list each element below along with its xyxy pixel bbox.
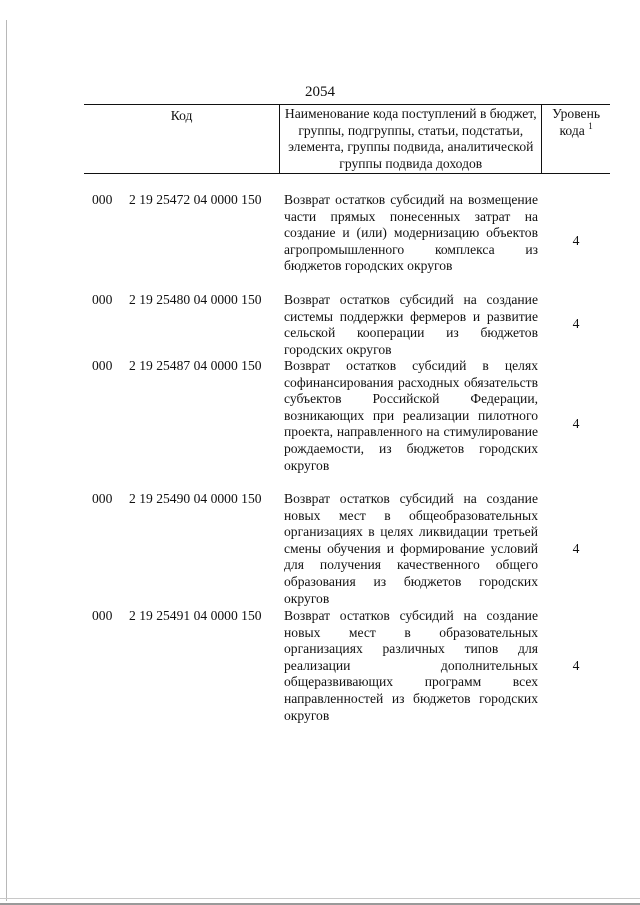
header-level — [542, 105, 610, 173]
header-level-text: Уровень кода — [552, 106, 601, 138]
row-code: 2 19 25491 04 0000 150 — [129, 608, 262, 623]
header-level-footnote: 1 — [588, 120, 593, 131]
row-admin-code: 000 — [92, 192, 113, 207]
row-name: Возврат остатков субсидий на создание новых мест в образовательных организациях различных типов для реализации дополнительных общеразвивающих программ всех направленностей из бюджетов городских округов — [284, 608, 538, 723]
row-admin-code: 000 — [92, 608, 113, 623]
row-code: 2 19 25472 04 0000 150 — [129, 192, 262, 207]
row-level: 4 — [572, 541, 580, 556]
header-level-label — [542, 106, 610, 173]
row-admin-code: 000 — [92, 358, 113, 373]
row-code: 2 19 25487 04 0000 150 — [129, 358, 262, 373]
page-edge-bottom — [0, 898, 640, 899]
page-number: 2054 — [305, 84, 335, 100]
row-admin-code: 000 — [92, 292, 113, 307]
row-level: 4 — [572, 658, 580, 673]
row-name: Возврат остатков субсидий на создание системы поддержки фермеров и развитие сельской кооперации из бюджетов городских округов — [284, 292, 538, 357]
row-name: Возврат остатков субсидий в целях софинансирования расходных обязательств субъектов Российской Федерации, возникающих при реализации пилотного проекта, направленного на стимулирование рождаемости, из бюджетов городских округов — [284, 358, 538, 473]
row-level: 4 — [572, 316, 580, 331]
row-code: 2 19 25480 04 0000 150 — [129, 292, 262, 307]
row-name: Возврат остатков субсидий на создание новых мест в общеобразовательных организациях в целях ликвидации третьей смены обучения и формирование условий для получения качественного общего образования из бюджетов городских округов — [284, 491, 538, 606]
row-admin-code: 000 — [92, 491, 113, 506]
header-code: Код — [84, 105, 280, 173]
table-header — [84, 104, 610, 174]
row-level: 4 — [572, 416, 580, 431]
header-name: Наименование кода поступлений в бюджет, группы, подгруппы, статьи, подстатьи, элемента, группы подвида, аналитической группы подвида доходов — [280, 105, 542, 173]
row-name: Возврат остатков субсидий на возмещение части прямых понесенных затрат на создание и (или) модернизацию объектов агропромышленного комплекса из бюджетов городских округов — [284, 192, 538, 274]
row-level: 4 — [572, 233, 580, 248]
row-code: 2 19 25490 04 0000 150 — [129, 491, 262, 506]
page-edge — [6, 20, 7, 901]
